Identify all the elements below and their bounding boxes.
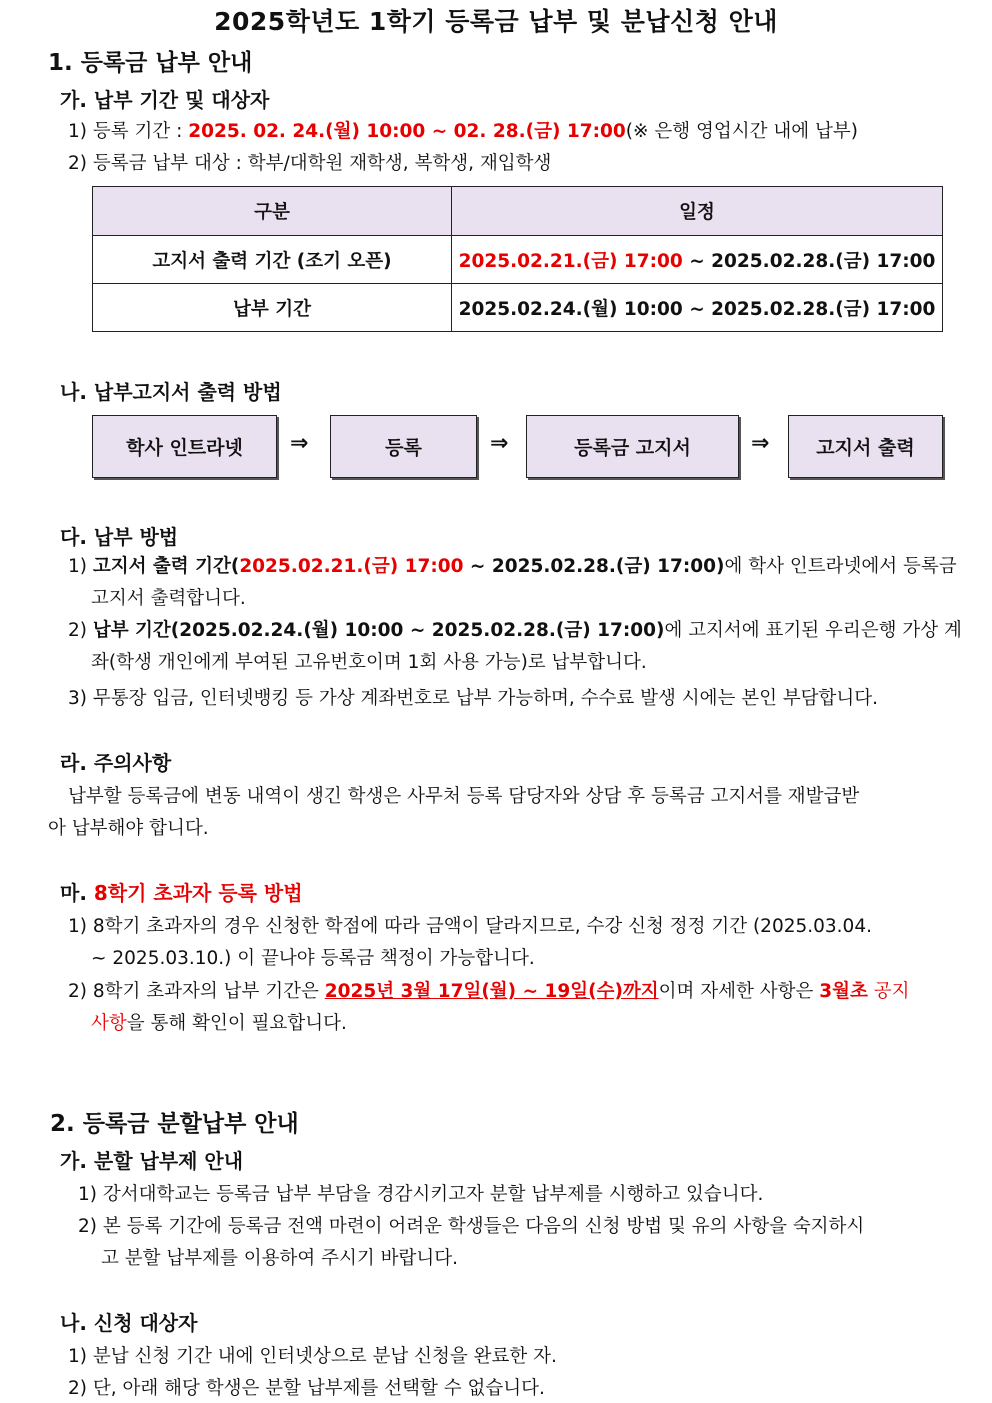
- section-1-heading: 1. 등록금 납부 안내: [48, 50, 253, 76]
- flow-arrow-icon: ⇒: [490, 431, 509, 456]
- installment-item-1: 1) 강서대학교는 등록금 납부 부담을 경감시키고자 분할 납부제를 시행하고 있습니다.: [78, 1184, 764, 1205]
- flow-step-intranet: 학사 인트라넷: [92, 415, 277, 478]
- table-header-schedule: 일정: [452, 187, 943, 236]
- sub-2b-heading: 나. 신청 대상자: [60, 1311, 198, 1335]
- flow-arrow-icon: ⇒: [751, 431, 770, 456]
- caution-line-2: 아 납부해야 합니다.: [48, 818, 209, 839]
- item-1-continuation: 고지서 출력합니다.: [91, 588, 246, 609]
- table-row: [93, 236, 943, 284]
- sub-e-title: 8학기 초과자 등록 방법: [93, 881, 303, 905]
- row-label-notice-print: 고지서 출력 기간 (조기 오픈): [93, 236, 452, 284]
- row-value-payment: 2025.02.24.(월) 10:00 ~ 2025.02.28.(금) 17:00: [452, 284, 943, 332]
- payment-method-item-1: [68, 551, 957, 615]
- schedule-table: [92, 186, 943, 332]
- excess-payment-period: 2025년 3월 17일(월) ~ 19일(수)까지: [324, 981, 659, 1002]
- sub-d-heading: 라. 주의사항: [60, 751, 172, 775]
- excess-item-1: 1) 8학기 초과자의 경우 신청한 학점에 따라 금액이 달라지므로, 수강 신청 정정 기간 (2025.03.04.: [68, 916, 872, 937]
- sub-c-heading: 다. 납부 방법: [60, 525, 179, 549]
- page-title: 2025학년도 1학기 등록금 납부 및 분납신청 안내: [214, 7, 778, 36]
- registration-period-line: [68, 117, 858, 143]
- early-march: 3월초: [819, 981, 868, 1002]
- item-1-rest: 에 학사 인트라넷에서 등록금: [724, 556, 957, 577]
- notice-period-start: 2025.02.21.(금) 17:00: [239, 556, 464, 577]
- notice-word: 공지: [867, 981, 910, 1002]
- registration-period-label: 1) 등록 기간 :: [68, 121, 189, 142]
- payment-period-label: 납부 기간(2025.02.24.(월) 10:00 ~ 2025.02.28.(금) 17:00): [92, 620, 665, 641]
- row-value-notice-print: [452, 236, 943, 284]
- payment-method-item-3: 3) 무통장 입금, 인터넷뱅킹 등 가상 계좌번호로 납부 가능하며, 수수료 발생 시에는 본인 부담합니다.: [68, 688, 879, 709]
- item-2-rest: 에 고지서에 표기된 우리은행 가상 계: [664, 620, 962, 641]
- installment-item-2-continuation: 고 분할 납부제를 이용하여 주시기 바랍니다.: [101, 1248, 458, 1269]
- flow-arrow-icon: ⇒: [290, 431, 309, 456]
- table-header-category: 구분: [93, 187, 452, 236]
- eligibility-item-1: 1) 분납 신청 기간 내에 인터넷상으로 분납 신청을 완료한 자.: [68, 1346, 557, 1367]
- notice-word-end: 사항: [91, 1013, 127, 1034]
- payment-target-line: 2) 등록금 납부 대상 : 학부/대학원 재학생, 복학생, 재입학생: [68, 153, 552, 174]
- flow-step-registration: 등록: [330, 415, 477, 478]
- sub-a-heading: 가. 납부 기간 및 대상자: [60, 88, 270, 112]
- excess-item-2-rest: 을 통해 확인이 필요합니다.: [126, 1013, 347, 1034]
- payment-method-item-2: [68, 615, 962, 679]
- excess-item-2-prefix: 2) 8학기 초과자의 납부 기간은: [68, 981, 325, 1002]
- sub-b-heading: 나. 납부고지서 출력 방법: [60, 380, 282, 404]
- bank-hours-note: (※ 은행 영업시간 내에 납부): [625, 121, 858, 142]
- sub-e-heading: [60, 877, 303, 906]
- excess-item-2: [68, 977, 910, 1003]
- notice-print-end: ~ 2025.02.28.(금) 17:00: [682, 250, 936, 272]
- caution-line-1: 납부할 등록금에 변동 내역이 생긴 학생은 사무처 등록 담당자와 상담 후 등록금 고지서를 재발급받: [68, 786, 860, 807]
- excess-item-2-mid: 이며 자세한 사항은: [658, 981, 820, 1002]
- excess-item-1-continuation: ~ 2025.03.10.) 이 끝나야 등록금 책정이 가능합니다.: [91, 948, 535, 969]
- item-number: 1): [68, 556, 93, 577]
- flow-step-tuition-notice: 등록금 고지서: [526, 415, 739, 478]
- eligibility-item-2: 2) 단, 아래 해당 학생은 분할 납부제를 선택할 수 없습니다.: [68, 1378, 545, 1399]
- excess-item-2-continuation: [91, 1009, 347, 1035]
- notice-period-end: ~ 2025.02.28.(금) 17:00): [463, 556, 725, 577]
- row-label-payment: 납부 기간: [93, 284, 452, 332]
- notice-period-label: 고지서 출력 기간(: [92, 556, 240, 577]
- sub-e-prefix: 마.: [60, 881, 94, 905]
- registration-period-dates: 2025. 02. 24.(월) 10:00 ~ 02. 28.(금) 17:00: [188, 121, 626, 142]
- notice-print-start: 2025.02.21.(금) 17:00: [458, 250, 683, 272]
- installment-item-2: 2) 본 등록 기간에 등록금 전액 마련이 어려운 학생들은 다음의 신청 방법 및 유의 사항을 숙지하시: [78, 1216, 865, 1237]
- item-2-continuation: 좌(학생 개인에게 부여된 고유번호이며 1회 사용 가능)로 납부합니다.: [91, 652, 647, 673]
- section-2-heading: 2. 등록금 분할납부 안내: [50, 1111, 299, 1137]
- flow-step-print-notice: 고지서 출력: [788, 415, 943, 478]
- table-row: [93, 284, 943, 332]
- item-number: 2): [68, 620, 93, 641]
- sub-2a-heading: 가. 분할 납부제 안내: [60, 1149, 244, 1173]
- table-header-row: [93, 187, 943, 236]
